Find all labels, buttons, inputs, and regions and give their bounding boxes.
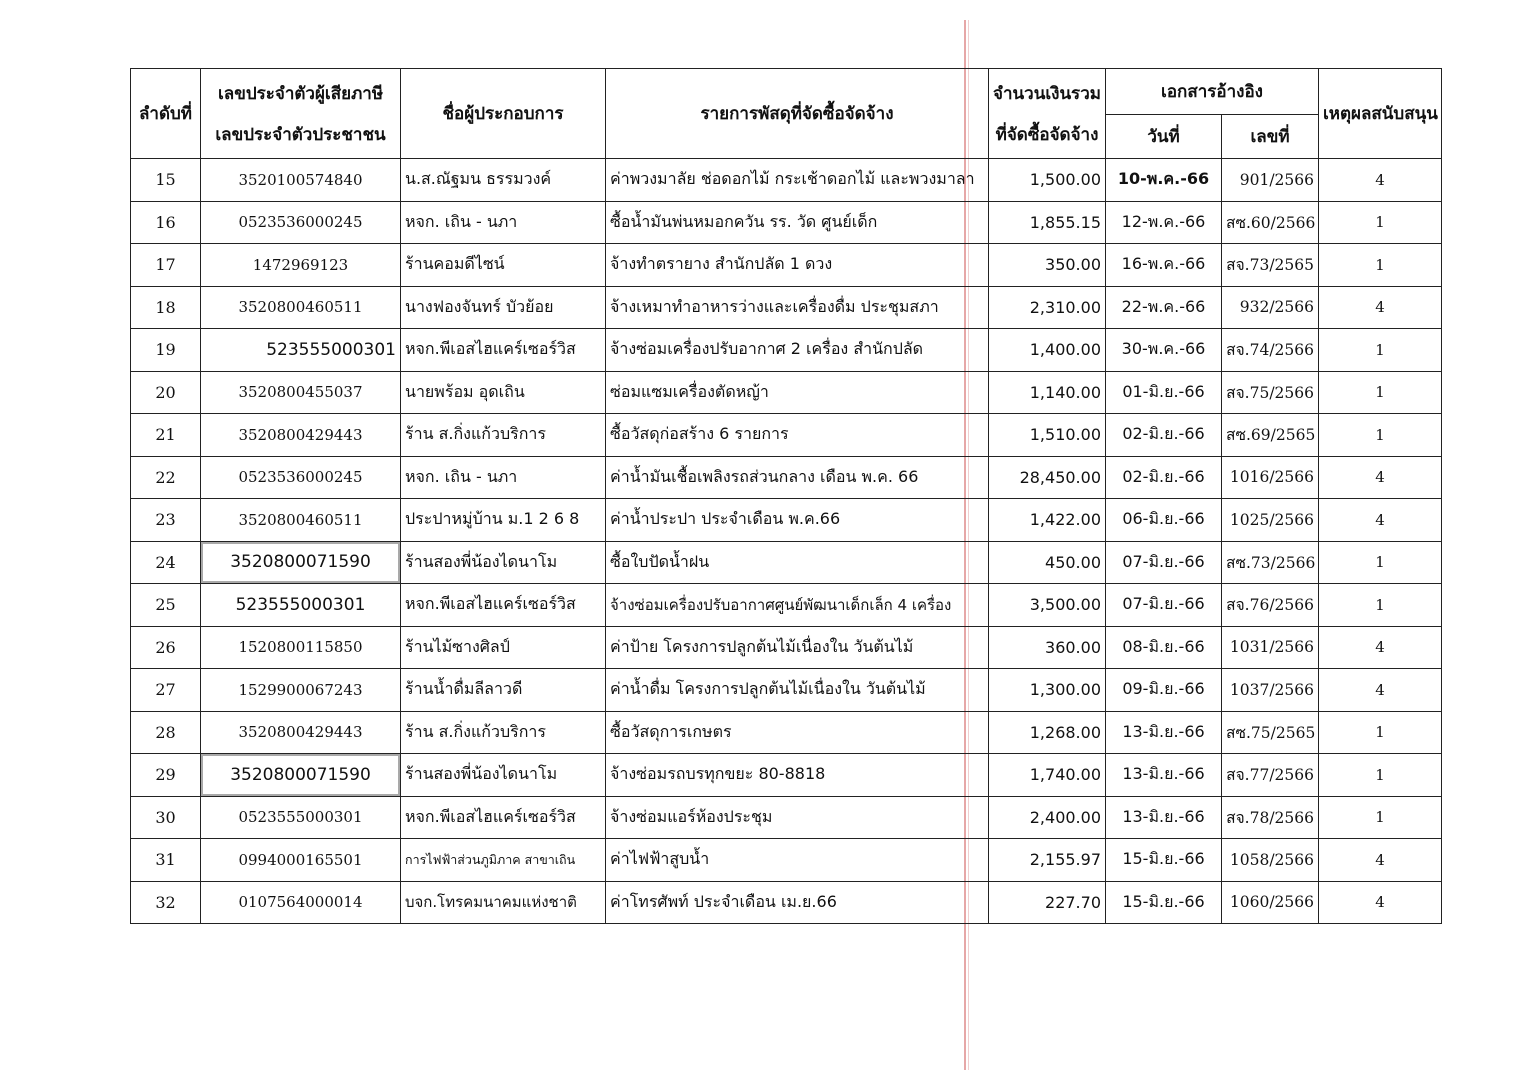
cell-no: 31	[131, 839, 201, 882]
table-row	[131, 286, 1442, 329]
cell-amount: 1,140.00	[989, 371, 1106, 414]
cell-item: ค่าน้ำประปา ประจำเดือน พ.ค.66	[606, 499, 989, 542]
cell-no: 19	[131, 329, 201, 372]
cell-item: จ้างซ่อมเครื่องปรับอากาศ 2 เครื่อง สำนักปลัด	[606, 329, 989, 372]
cell-vendor: การไฟฟ้าส่วนภูมิภาค สาขาเถิน	[401, 839, 606, 882]
cell-date: 07-มิ.ย.-66	[1106, 541, 1222, 584]
cell-date: 09-มิ.ย.-66	[1106, 669, 1222, 712]
cell-vendor: ร้านสองพี่น้องไดนาโม	[401, 541, 606, 584]
cell-date: 13-มิ.ย.-66	[1106, 711, 1222, 754]
cell-item: ซื้อใบปัดน้ำฝน	[606, 541, 989, 584]
cell-no: 25	[131, 584, 201, 627]
cell-date: 06-มิ.ย.-66	[1106, 499, 1222, 542]
cell-amount: 1,500.00	[989, 159, 1106, 202]
cell-date: 15-มิ.ย.-66	[1106, 839, 1222, 882]
cell-taxid: 3520800460511	[201, 499, 401, 542]
cell-vendor: หจก.พีเอสไฮแคร์เซอร์วิส	[401, 584, 606, 627]
cell-ref: สซ.69/2565	[1222, 414, 1319, 457]
cell-item: ค่าป้าย โครงการปลูกต้นไม้เนื่องใน วันต้นไม้	[606, 626, 989, 669]
cell-taxid: 1520800115850	[201, 626, 401, 669]
cell-ref: สจ.77/2566	[1222, 754, 1319, 797]
cell-ref: สจ.78/2566	[1222, 796, 1319, 839]
header-no: ลำดับที่	[131, 69, 201, 159]
cell-date: 02-มิ.ย.-66	[1106, 456, 1222, 499]
cell-reason: 1	[1319, 584, 1442, 627]
cell-taxid: 0523555000301	[201, 796, 401, 839]
table-row	[131, 159, 1442, 202]
header-taxid-line2: เลขประจำตัวประชาชน	[215, 124, 386, 145]
cell-vendor: น.ส.ณัฐมน ธรรมวงค์	[401, 159, 606, 202]
cell-amount: 2,155.97	[989, 839, 1106, 882]
cell-no: 32	[131, 881, 201, 924]
cell-item: ค่าไฟฟ้าสูบน้ำ	[606, 839, 989, 882]
cell-item: ค่าน้ำมันเชื้อเพลิงรถส่วนกลาง เดือน พ.ค. 66	[606, 456, 989, 499]
header-reason: เหตุผลสนับสนุน	[1319, 69, 1442, 159]
cell-vendor: ร้าน ส.กิ่งแก้วบริการ	[401, 414, 606, 457]
cell-reason: 1	[1319, 754, 1442, 797]
cell-ref: 932/2566	[1222, 286, 1319, 329]
cell-no: 26	[131, 626, 201, 669]
cell-vendor: ร้านน้ำดื่มลีลาวดี	[401, 669, 606, 712]
cell-date: 07-มิ.ย.-66	[1106, 584, 1222, 627]
cell-no: 18	[131, 286, 201, 329]
cell-ref: 1031/2566	[1222, 626, 1319, 669]
cell-item: ซื้อน้ำมันพ่นหมอกควัน รร. วัด ศูนย์เด็ก	[606, 201, 989, 244]
table-row	[131, 796, 1442, 839]
table-row	[131, 414, 1442, 457]
cell-ref: สจ.73/2565	[1222, 244, 1319, 287]
cell-vendor: ประปาหมู่บ้าน ม.1 2 6 8	[401, 499, 606, 542]
cell-no: 28	[131, 711, 201, 754]
cell-vendor: หจก.พีเอสไฮแคร์เซอร์วิส	[401, 796, 606, 839]
cell-amount: 2,400.00	[989, 796, 1106, 839]
cell-taxid: 0994000165501	[201, 839, 401, 882]
table-row	[131, 244, 1442, 287]
cell-reason: 1	[1319, 244, 1442, 287]
procurement-table	[130, 68, 1442, 924]
cell-item: ซ่อมแซมเครื่องตัดหญ้า	[606, 371, 989, 414]
cell-ref: 1016/2566	[1222, 456, 1319, 499]
cell-no: 23	[131, 499, 201, 542]
cell-item: จ้างซ่อมแอร์ห้องประชุม	[606, 796, 989, 839]
cell-date: 13-มิ.ย.-66	[1106, 796, 1222, 839]
cell-date: 16-พ.ค.-66	[1106, 244, 1222, 287]
cell-date: 30-พ.ค.-66	[1106, 329, 1222, 372]
cell-amount: 2,310.00	[989, 286, 1106, 329]
cell-ref: สจ.74/2566	[1222, 329, 1319, 372]
cell-taxid: 1529900067243	[201, 669, 401, 712]
table-row	[131, 329, 1442, 372]
cell-reason: 4	[1319, 881, 1442, 924]
cell-ref: สซ.75/2565	[1222, 711, 1319, 754]
table-row	[131, 499, 1442, 542]
cell-taxid: 1472969123	[201, 244, 401, 287]
header-ref-doc: เอกสารอ้างอิง	[1106, 69, 1319, 115]
cell-taxid: 3520800071590	[201, 754, 401, 797]
cell-no: 22	[131, 456, 201, 499]
header-amount-line1: จำนวนเงินรวม	[993, 83, 1101, 104]
cell-no: 15	[131, 159, 201, 202]
cell-item: ค่าน้ำดื่ม โครงการปลูกต้นไม้เนื่องใน วันต้นไม้	[606, 669, 989, 712]
cell-no: 27	[131, 669, 201, 712]
cell-taxid: 3520100574840	[201, 159, 401, 202]
table-row	[131, 754, 1442, 797]
cell-vendor: หจก. เถิน - นภา	[401, 456, 606, 499]
cell-vendor: ร้านสองพี่น้องไดนาโม	[401, 754, 606, 797]
table-row	[131, 626, 1442, 669]
cell-taxid: 3520800455037	[201, 371, 401, 414]
cell-ref: 1025/2566	[1222, 499, 1319, 542]
cell-item: ค่าโทรศัพท์ ประจำเดือน เม.ย.66	[606, 881, 989, 924]
table-row	[131, 881, 1442, 924]
cell-ref: 1037/2566	[1222, 669, 1319, 712]
cell-ref: สจ.76/2566	[1222, 584, 1319, 627]
cell-item: จ้างทำตรายาง สำนักปลัด 1 ดวง	[606, 244, 989, 287]
cell-reason: 4	[1319, 159, 1442, 202]
cell-taxid: 3520800071590	[201, 541, 401, 584]
cell-date: 08-มิ.ย.-66	[1106, 626, 1222, 669]
cell-no: 24	[131, 541, 201, 584]
table-row	[131, 456, 1442, 499]
cell-reason: 4	[1319, 839, 1442, 882]
cell-reason: 1	[1319, 371, 1442, 414]
cell-ref: 1060/2566	[1222, 881, 1319, 924]
cell-reason: 4	[1319, 669, 1442, 712]
header-taxid-line1: เลขประจำตัวผู้เสียภาษี	[217, 83, 384, 104]
cell-taxid: 3520800460511	[201, 286, 401, 329]
cell-ref: สซ.60/2566	[1222, 201, 1319, 244]
table-row	[131, 839, 1442, 882]
cell-taxid: 3520800429443	[201, 711, 401, 754]
cell-amount: 1,855.15	[989, 201, 1106, 244]
cell-reason: 1	[1319, 329, 1442, 372]
header-item: รายการพัสดุที่จัดซื้อจัดจ้าง	[606, 69, 989, 159]
cell-vendor: หจก.พีเอสไฮแคร์เซอร์วิส	[401, 329, 606, 372]
header-amount	[989, 69, 1106, 159]
cell-no: 21	[131, 414, 201, 457]
cell-vendor: หจก. เถิน - นภา	[401, 201, 606, 244]
cell-amount: 1,300.00	[989, 669, 1106, 712]
cell-ref: สจ.75/2566	[1222, 371, 1319, 414]
cell-reason: 1	[1319, 711, 1442, 754]
cell-amount: 227.70	[989, 881, 1106, 924]
cell-date: 15-มิ.ย.-66	[1106, 881, 1222, 924]
cell-vendor: ร้าน ส.กิ่งแก้วบริการ	[401, 711, 606, 754]
cell-no: 29	[131, 754, 201, 797]
cell-item: ซื้อวัสดุการเกษตร	[606, 711, 989, 754]
header-amount-line2: ที่จัดซื้อจัดจ้าง	[995, 124, 1099, 145]
cell-date: 22-พ.ค.-66	[1106, 286, 1222, 329]
cell-amount: 450.00	[989, 541, 1106, 584]
table-row	[131, 541, 1442, 584]
table-row	[131, 201, 1442, 244]
cell-taxid: 3520800429443	[201, 414, 401, 457]
cell-taxid: 523555000301	[201, 584, 401, 627]
cell-reason: 1	[1319, 796, 1442, 839]
cell-taxid: 0523536000245	[201, 456, 401, 499]
cell-no: 20	[131, 371, 201, 414]
cell-amount: 1,268.00	[989, 711, 1106, 754]
cell-vendor: บจก.โทรคมนาคมแห่งชาติ	[401, 881, 606, 924]
cell-ref: 901/2566	[1222, 159, 1319, 202]
header-vendor: ชื่อผู้ประกอบการ	[401, 69, 606, 159]
cell-vendor: ร้านไม้ซางศิลป์	[401, 626, 606, 669]
cell-reason: 1	[1319, 414, 1442, 457]
cell-amount: 1,740.00	[989, 754, 1106, 797]
cell-reason: 4	[1319, 456, 1442, 499]
cell-amount: 1,510.00	[989, 414, 1106, 457]
table-row	[131, 711, 1442, 754]
header-date: วันที่	[1106, 115, 1222, 159]
cell-item: ซื้อวัสดุก่อสร้าง 6 รายการ	[606, 414, 989, 457]
cell-date: 13-มิ.ย.-66	[1106, 754, 1222, 797]
cell-vendor: นางฟองจันทร์ บัวย้อย	[401, 286, 606, 329]
cell-taxid: 0107564000014	[201, 881, 401, 924]
cell-item: จ้างซ่อมเครื่องปรับอากาศศูนย์พัฒนาเด็กเล็ก 4 เครื่อง	[606, 584, 989, 627]
cell-no: 30	[131, 796, 201, 839]
cell-reason: 1	[1319, 201, 1442, 244]
cell-no: 16	[131, 201, 201, 244]
cell-date: 01-มิ.ย.-66	[1106, 371, 1222, 414]
cell-amount: 360.00	[989, 626, 1106, 669]
cell-taxid: 0523536000245	[201, 201, 401, 244]
cell-reason: 4	[1319, 626, 1442, 669]
table-row	[131, 669, 1442, 712]
table-row	[131, 584, 1442, 627]
cell-amount: 28,450.00	[989, 456, 1106, 499]
cell-amount: 3,500.00	[989, 584, 1106, 627]
cell-amount: 1,400.00	[989, 329, 1106, 372]
cell-vendor: นายพร้อม อุดเถิน	[401, 371, 606, 414]
cell-date: 12-พ.ค.-66	[1106, 201, 1222, 244]
cell-taxid: 523555000301	[201, 329, 401, 372]
cell-date: 10-พ.ค.-66	[1106, 159, 1222, 202]
cell-item: จ้างซ่อมรถบรทุกขยะ 80-8818	[606, 754, 989, 797]
table-row	[131, 371, 1442, 414]
cell-amount: 350.00	[989, 244, 1106, 287]
cell-amount: 1,422.00	[989, 499, 1106, 542]
cell-reason: 4	[1319, 499, 1442, 542]
cell-vendor: ร้านคอมดีไซน์	[401, 244, 606, 287]
cell-no: 17	[131, 244, 201, 287]
header-ref-no: เลขที่	[1222, 115, 1319, 159]
header-taxid	[201, 69, 401, 159]
cell-date: 02-มิ.ย.-66	[1106, 414, 1222, 457]
cell-ref: 1058/2566	[1222, 839, 1319, 882]
cell-ref: สซ.73/2566	[1222, 541, 1319, 584]
cell-item: ค่าพวงมาลัย ช่อดอกไม้ กระเช้าดอกไม้ และพวงมาลา	[606, 159, 989, 202]
cell-reason: 1	[1319, 541, 1442, 584]
cell-reason: 4	[1319, 286, 1442, 329]
cell-item: จ้างเหมาทำอาหารว่างและเครื่องดื่ม ประชุมสภา	[606, 286, 989, 329]
